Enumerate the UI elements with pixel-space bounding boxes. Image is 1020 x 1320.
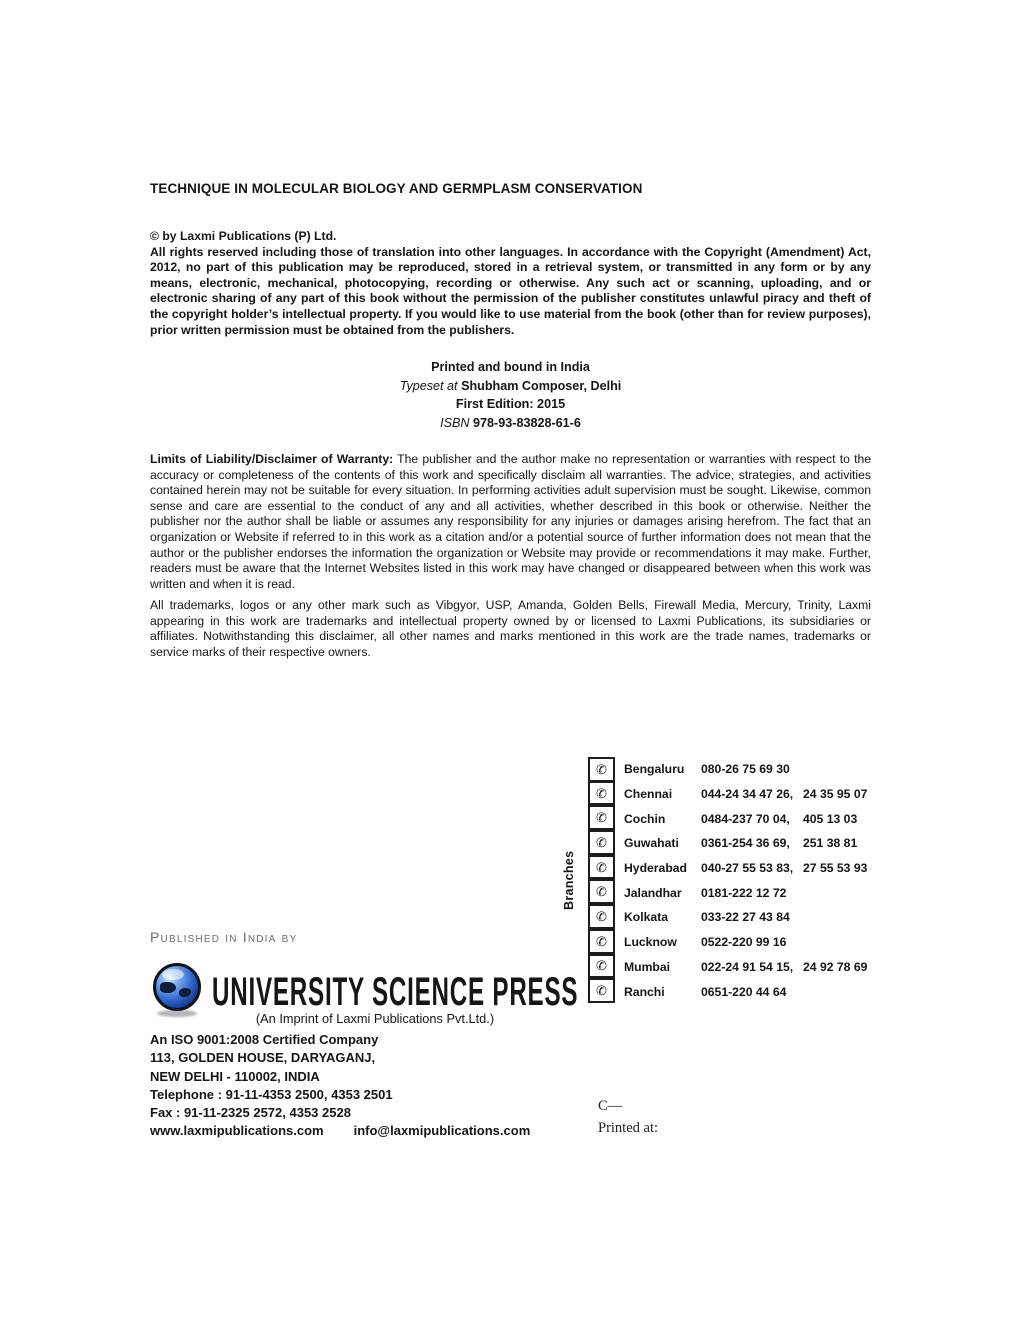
branch-city: Lucknow (624, 935, 677, 950)
published-in-india-label: Published in India by (150, 929, 298, 945)
typeset-label: Typeset at (399, 378, 458, 393)
publisher-name: UNIVERSITY SCIENCE PRESS (212, 969, 579, 1014)
typeset-line (150, 377, 871, 396)
printed-in-india-line: Printed and bound in India (431, 360, 590, 374)
address-line-iso: An ISO 9001:2008 Certified Company (150, 1032, 379, 1047)
branches-table (588, 757, 867, 1004)
liability-disclaimer-paragraph (150, 452, 871, 592)
branch-city: Mumbai (624, 959, 671, 974)
branch-phone-1: 0522-220 99 16 (701, 935, 787, 950)
branch-row (588, 930, 867, 955)
branch-row (588, 880, 867, 905)
phone-icon: ✆ (588, 805, 615, 830)
branch-phone-2: 251 38 81 (803, 836, 858, 851)
phone-icon: ✆ (588, 954, 615, 979)
phone-icon: ✆ (588, 855, 615, 880)
branch-city: Ranchi (624, 984, 665, 999)
globe-continent (179, 988, 191, 997)
branch-city: Cochin (624, 811, 666, 826)
liability-disclaimer-text: The publisher and the author make no representation or warranties with respect to the accuracy or completeness of the contents of this work and specifically disclaim all warranties. The advice, strategies, and activities contained herein may not be suitable for every situation. In performing activities adult supervision must be sought. Likewise, common sense and care are essential to the conduct of any and all activities, whether described in this book or otherwise. Neither the publisher nor the author shall be liable or assumes any responsibility for any injuries or damages arising herefrom. The fact that an organization or Website if referred to in this work as a citation and/or a potential source of further information does not mean that the author or the publisher endorses the information the organization or Website may provide or recommendations it may make. Further, readers must be aware that the Internet Websites listed in this work may have changed or disappeared between when this work was written and when it is read. (150, 452, 872, 591)
phone-icon: ✆ (588, 904, 615, 929)
branch-phone-2: 27 55 53 93 (803, 861, 868, 876)
address-line-telephone: Telephone : 91-11-4353 2500, 4353 2501 (150, 1086, 393, 1102)
typeset-value: Shubham Composer, Delhi (461, 378, 622, 393)
globe-gloss-highlight (162, 969, 184, 980)
branch-row (588, 856, 867, 881)
branch-row (588, 806, 867, 831)
branch-phone-2: 405 13 03 (803, 811, 858, 826)
phone-icon: ✆ (588, 781, 615, 806)
branch-city: Jalandhar (624, 885, 682, 900)
publisher-website: www.laxmipublications.com (150, 1123, 324, 1139)
copyright-block (150, 229, 871, 338)
branch-city: Bengaluru (624, 762, 685, 777)
isbn-label: ISBN (440, 415, 470, 430)
branches-vertical-label: Branches (562, 850, 576, 911)
branch-city: Chennai (624, 787, 673, 802)
address-line-street: 113, GOLDEN HOUSE, DARYAGANJ, (150, 1050, 376, 1066)
printer-code: C— (598, 1098, 623, 1114)
book-title: TECHNIQUE IN MOLECULAR BIOLOGY AND GERMPLASM CONSERVATION (150, 181, 643, 196)
phone-icon: ✆ (588, 757, 615, 782)
branch-phone-1: 033-22 27 43 84 (701, 910, 790, 925)
publisher-globe-logo (153, 963, 201, 1019)
branch-row (588, 782, 867, 807)
branch-row (588, 955, 867, 980)
copyright-holder-line: © by Laxmi Publications (P) Ltd. (150, 229, 337, 243)
branch-phone-1: 040-27 55 53 83, (701, 861, 794, 876)
branch-phone-1: 022-24 91 54 15, (701, 959, 794, 974)
branch-phone-1: 0181-222 12 72 (701, 885, 787, 900)
globe-continent (160, 982, 176, 993)
branch-row (588, 979, 867, 1004)
phone-icon: ✆ (588, 929, 615, 954)
edition-block (150, 358, 871, 432)
rights-reserved-paragraph: All rights reserved including those of translation into other languages. In accordance with the Copyright (Amendment) Act, 2012, no part of this publication may be reproduced, stored in a retrieval system, or transmitted in any form or by any means, electronic, mechanical, photocopying, recording or otherwise. Any such act or scanning, uploading, and or electronic sharing of any part of this book without the permission of the publisher constitutes unlawful piracy and theft of the copyright holder’s intellectual property. If you would like to use material from the book (other than for review purposes), prior written permission must be obtained from the publishers. (150, 244, 871, 337)
branch-city: Guwahati (624, 836, 679, 851)
branch-phone-1: 0361-254 36 69, (701, 836, 790, 851)
phone-icon: ✆ (588, 978, 615, 1003)
publisher-email: info@laxmipublications.com (353, 1123, 531, 1139)
branch-phone-1: 080-26 75 69 30 (701, 762, 790, 777)
address-line-fax: Fax : 91-11-2325 2572, 4353 2528 (150, 1105, 351, 1121)
branch-phone-2: 24 35 95 07 (803, 787, 868, 802)
phone-icon: ✆ (588, 879, 615, 904)
globe-shadow (157, 1010, 197, 1017)
branch-phone-1: 044-24 34 47 26, (701, 787, 794, 802)
address-line-web-email (150, 1122, 560, 1140)
phone-icon: ✆ (588, 830, 615, 855)
branch-row (588, 831, 867, 856)
branch-phone-2: 24 92 78 69 (803, 959, 868, 974)
branch-row (588, 905, 867, 930)
trademarks-paragraph: All trademarks, logos or any other mark such as Vibgyor, USP, Amanda, Golden Bells, Firewall Media, Mercury, Trinity, Laxmi appearing in this work are trademarks and intellectual property owned by or licensed to Laxmi Publications, its subsidiaries or affiliates. Notwithstanding this disclaimer, all other names and marks mentioned in this work are the trade names, trademarks or service marks of their respective owners. (150, 598, 871, 659)
publisher-imprint-line: (An Imprint of Laxmi Publications Pvt.Ltd.) (255, 1011, 495, 1026)
address-line-city: NEW DELHI - 110002, INDIA (150, 1068, 320, 1084)
isbn-line (150, 414, 871, 433)
branch-city: Kolkata (624, 910, 669, 925)
printer-block (598, 1096, 658, 1139)
branch-row (588, 757, 867, 782)
branch-phone-1: 0484-237 70 04, (701, 811, 790, 826)
globe-icon (153, 963, 201, 1011)
branch-phone-1: 0651-220 44 64 (701, 984, 787, 999)
publisher-address-block (150, 1031, 560, 1141)
branch-city: Hyderabad (624, 861, 687, 876)
isbn-value: 978-93-83828-61-6 (473, 415, 581, 430)
first-edition-line: First Edition: 2015 (455, 397, 566, 412)
liability-disclaimer-label: Limits of Liability/Disclaimer of Warranty: (150, 452, 394, 466)
printed-at-label: Printed at: (598, 1119, 659, 1136)
